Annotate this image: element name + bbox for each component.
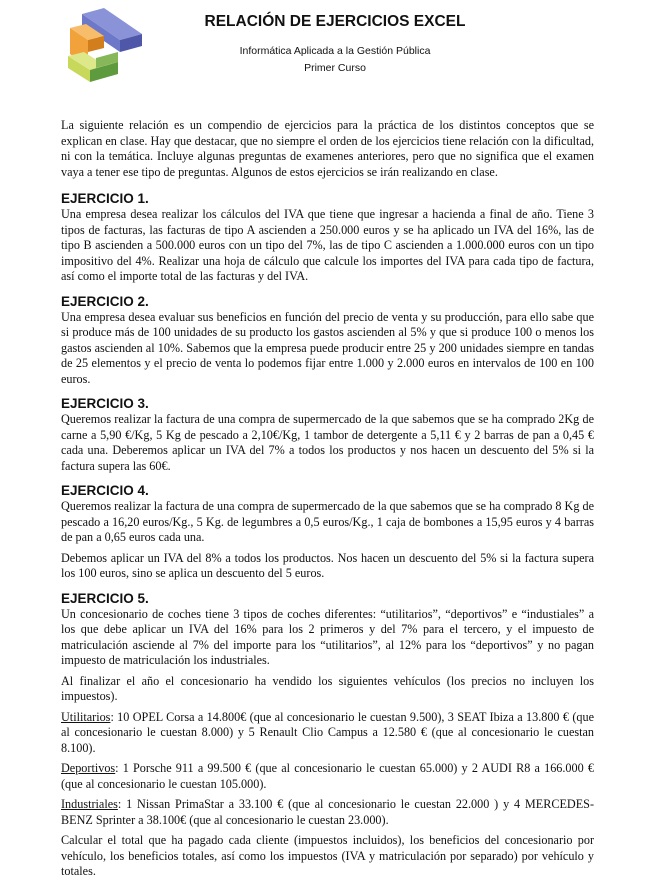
exercise-1: [61, 191, 594, 285]
industriales-label: Industriales: [61, 797, 118, 811]
deportivos-text: : 1 Porsche 911 a 99.500 € (que al concesionario le cuestan 65.000) y 2 AUDI R8 a 166.000 € (que al concesionario le cuestan 105.000).: [61, 761, 594, 791]
utilitarios-text: : 10 OPEL Corsa a 14.800€ (que al concesionario le cuestan 9.500), 3 SEAT Ibiza a 13.800 € (que al concesionario le cuestan 8.000) y 5 Renault Clio Campus a 12.580 € (que al concesionario le cuestan 8.100).: [61, 709, 594, 755]
intro-paragraph: La siguiente relación es un compendio de ejercicios para la práctica de los distintos conceptos que se explican en clase. Hay que destacar, que no siempre el orden de los ejercicios tiene relación con la dificultad, ni con la temática. Incluye algunas preguntas de examenes anteriores, pero que no significa que el examen vaya a tener ese tipo de preguntas. Algunos de estos ejercicios se irán realizando en clase.: [61, 118, 594, 179]
exercise-4: [61, 483, 594, 582]
deportivos-label: Deportivos: [61, 761, 116, 775]
exercise-5: [61, 591, 594, 880]
exercise-5-utilitarios: [61, 710, 594, 757]
utilitarios-label: Utilitarios: [61, 709, 111, 724]
exercise-2-heading: EJERCICIO 2.: [61, 293, 149, 309]
exercise-4-heading: EJERCICIO 4.: [61, 483, 149, 498]
document-body: [61, 118, 594, 889]
exercise-1-heading: EJERCICIO 1.: [61, 191, 149, 206]
page-title: RELACIÓN DE EJERCICIOS EXCEL: [204, 13, 466, 30]
exercise-3-text: Queremos realizar la factura de una compra de supermercado de la que sabemos que se ha comprado 2Kg de carne a 5,90 €/Kg, 5 Kg de pescado a 2,10€/Kg, 1 tambor de detergente a 5,11 € y 2 barras de pan a 0,45 € cada una. Deberemos aplicar un IVA del 7% a todos los productos y nos hacen un descuento del 5% si la factura supera las 60€.: [61, 412, 594, 473]
exercise-3-heading: EJERCICIO 3.: [61, 396, 149, 411]
subtitle-course-year: Primer Curso: [304, 62, 366, 74]
exercise-2-text: Una empresa desea evaluar sus beneficios en función del precio de venta y su producción, para ello sabe que si produce más de 100 unidades de su producto los gastos ascienden al 5% y que si produce 100 o menos los gastos ascienden al 10%. Sabemos que la empresa puede producir entre 25 y 200 unidades siempre en tandas de 25 elementos y el precio de venta lo podemos fijar entre 1.000 y 2.000 euros en intervalos de 100 en 100 euros.: [61, 309, 594, 386]
exercise-4-text: Queremos realizar la factura de una compra de supermercado de la que sabemos que se ha comprado 8 Kg de pescado a 16,20 euros/Kg., 5 Kg. de legumbres a 0,5 euros/Kg., 1 caja de bombones a 15,95 euros y 4 barras de pan a 0,65 euros cada una.: [61, 499, 594, 544]
exercise-4-text-2: Debemos aplicar un IVA del 8% a todos los productos. Nos hacen un descuento del 5% si la factura supera los 100 euros, sino se aplica un descuento del 5 euros.: [61, 550, 594, 580]
exercise-5-text: Un concesionario de coches tiene 3 tipos de coches diferentes: “utilitarios”, “deportivos” e “industiales” a los que debe aplicar un IVA del 16% para los 2 primeros y del 7% para el tercero, y el impuesto de matriculación asciende al 7% del importe para los “utilitarios”, al 12% para los “deportivos” y no pagan impuesto de matriculación los industriales.: [61, 606, 594, 667]
exercise-5-industriales: [61, 797, 594, 828]
industriales-text: : 1 Nissan PrimaStar a 33.100 € (que al concesionario le cuestan 22.000 ) y 4 MERCEDES-BENZ Sprinter a 38.100€ (que al concesionario le cuestan 23.000).: [61, 797, 594, 827]
exercise-1-text: Una empresa desea realizar los cálculos del IVA que tiene que ingresar a hacienda a final de año. Tiene 3 tipos de facturas, las facturas de tipo A ascienden a 250.000 euros y se ha aplicado un IVA del 16%, las de tipo B ascienden a 500.000 euros con un tipo del 7%, las de tipo C ascienden a 1.000.000 euros con un tipo impositivo del 4%. Realizar una hoja de cálculo que calcule los importes del IVA para cada tipo de factura, así como el importe total de las facturas y del IVA.: [61, 207, 594, 283]
exercise-3: [61, 396, 594, 474]
exercise-5-deportivos: [61, 761, 594, 792]
subtitle-course-name: Informática Aplicada a la Gestión Pública: [239, 45, 431, 57]
exercise-5-text-3: Calcular el total que ha pagado cada cliente (impuestos incluidos), los beneficios del concesionario por vehículo, los beneficios totales, así como los impuestos (IVA y matriculación por separado) por vehículo y totales.: [61, 833, 594, 878]
exercise-5-text-2: Al finalizar el año el concesionario ha vendido los siguientes vehículos (los precios no incluyen los impuestos).: [61, 673, 594, 703]
exercise-5-heading: EJERCICIO 5.: [61, 590, 149, 606]
exercise-2: [61, 294, 594, 388]
stacked-blocks-logo: [60, 8, 142, 90]
